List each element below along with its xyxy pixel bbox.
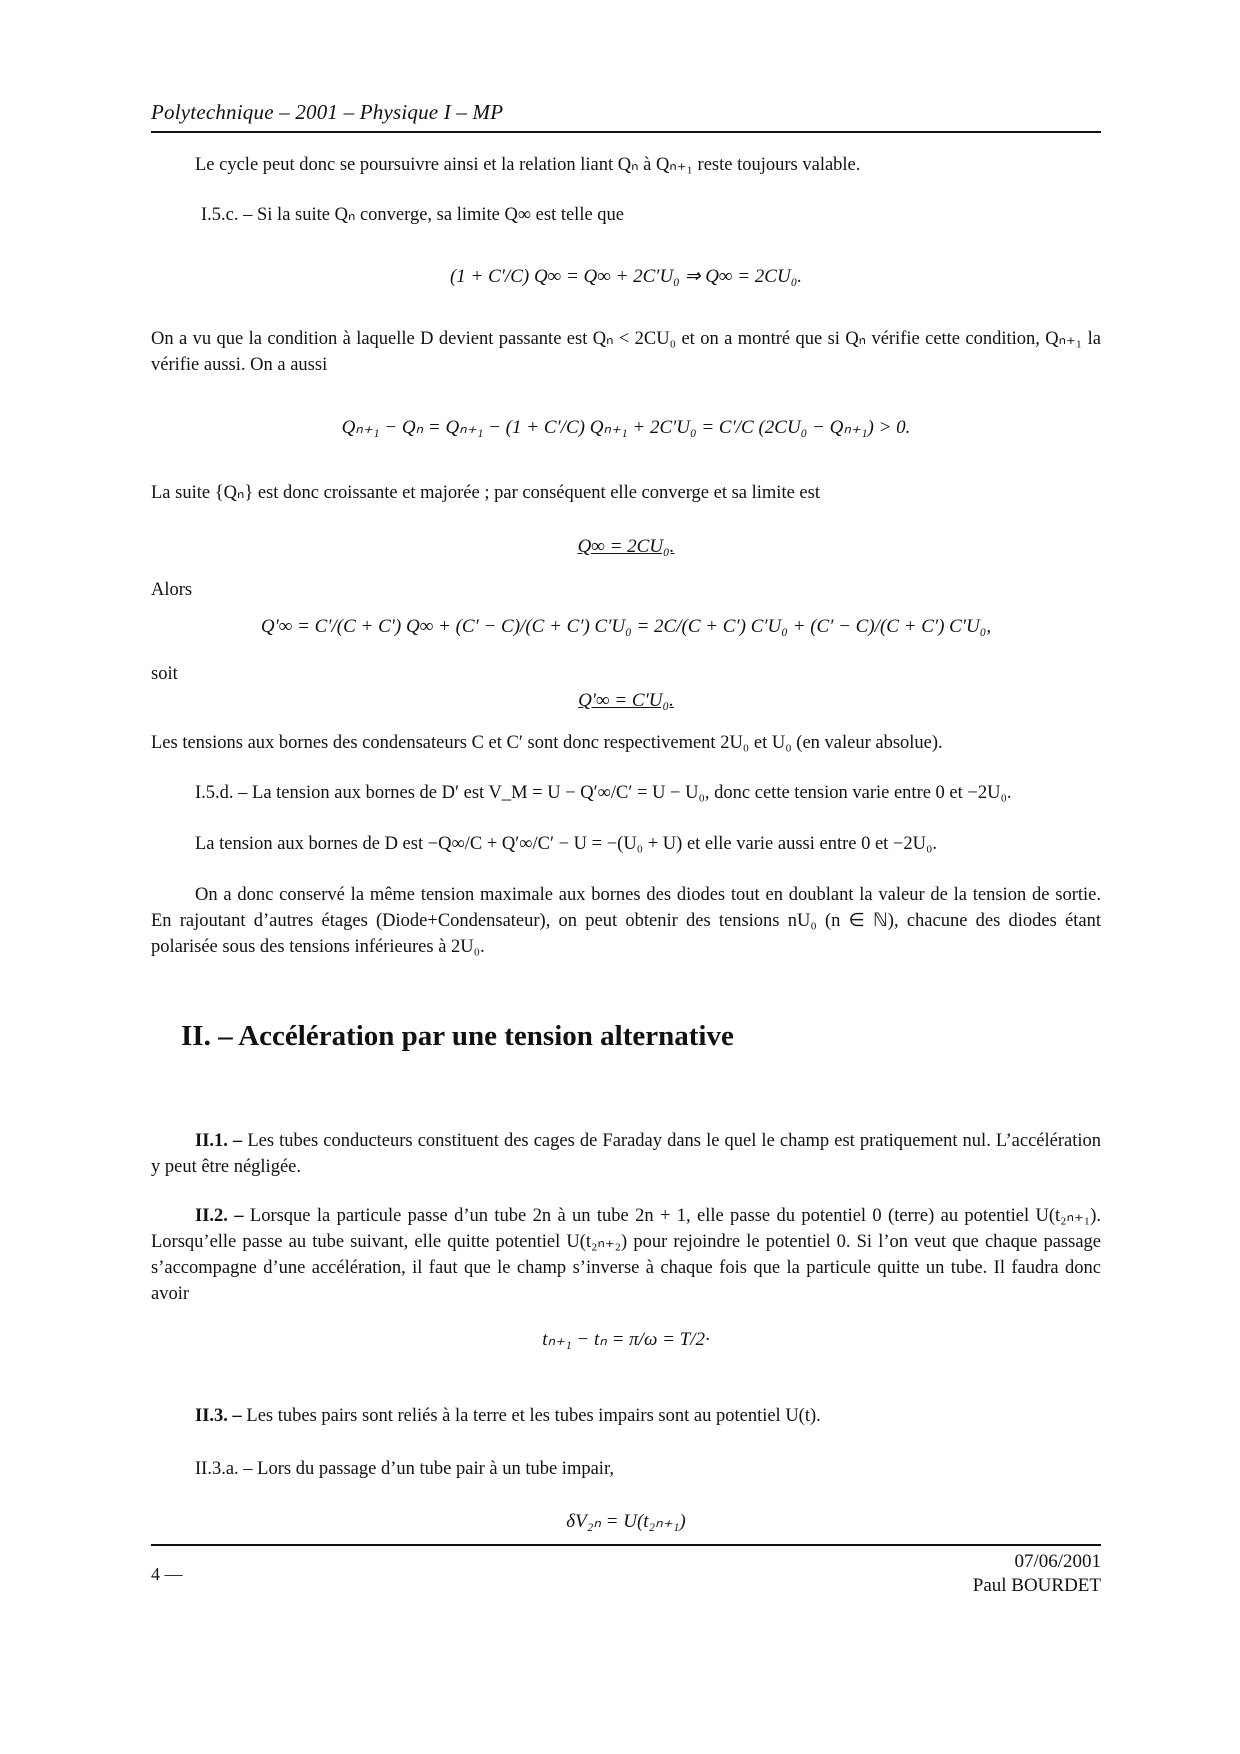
word-alors: Alors (151, 580, 193, 600)
section-title: II. – Accélération par une tension alternative (181, 1020, 734, 1052)
question-text: Les tubes pairs sont reliés à la terre et les tubes impairs sont au potentiel U(t). (246, 1406, 821, 1426)
equation-q-prime: Q′∞ = C′/(C + C′) Q∞ + (C′ − C)/(C + C′) C′U₀ = 2C/(C + C′) C′U₀ + (C′ − C)/(C + C′) C′U₀, (260, 616, 992, 637)
equation-q-prime-result: Q′∞ = C′U₀. (578, 690, 674, 711)
equation-difference: Qₙ₊₁ − Qₙ = Qₙ₊₁ − (1 + C′/C) Qₙ₊₁ + 2C′U₀ = C′/C (2CU₀ − Qₙ₊₁) > 0. (341, 417, 911, 438)
paragraph-i5c: I.5.c. – Si la suite Qₙ converge, sa limite Q∞ est telle que (201, 205, 625, 225)
paragraph-ii3a: II.3.a. – Lors du passage d’un tube pair à un tube impair, (195, 1459, 614, 1479)
footer-author: Paul BOURDET (972, 1575, 1101, 1596)
paragraph-monotone: La suite {Qₙ} est donc croissante et majorée ; par conséquent elle converge et sa limite est (151, 483, 820, 503)
question-label: II.2. – (195, 1206, 244, 1226)
question-text: Les tubes conducteurs constituent des cages de Faraday dans le quel le champ est pratiquement nul. L’accélération y peut être négligée. (151, 1131, 1102, 1177)
equation-q-infinity: Q∞ = 2CU₀. (577, 536, 675, 557)
equation-limit: (1 + C′/C) Q∞ = Q∞ + 2C′U₀ ⇒ Q∞ = 2CU₀. (449, 266, 803, 287)
paragraph-ii1 (151, 1128, 1101, 1180)
footer-info (973, 1550, 1101, 1598)
equation-delta-v: δV₂ₙ = U(t₂ₙ₊₁) (566, 1511, 686, 1532)
paragraph-conclusion: On a donc conservé la même tension maximale aux bornes des diodes tout en doublant la valeur de la tension de sortie. En rajoutant d’autres étages (Diode+Condensateur), on peut obtenir des tensions nU₀ (n ∈ ℕ), chacune des diodes étant polarisée sous des tensions inférieures à 2U₀. (151, 885, 1101, 957)
header-rule (151, 131, 1101, 133)
footer-date: 07/06/2001 (1014, 1551, 1101, 1572)
paragraph-condition: On a vu que la condition à laquelle D devient passante est Qₙ < 2CU₀ et on a montré que si Qₙ vérifie cette condition, Qₙ₊₁ la vérifie aussi. On a aussi (151, 329, 1101, 375)
equation-period: tₙ₊₁ − tₙ = π/ω = T/2· (542, 1329, 710, 1350)
paragraph-i5d: I.5.d. – La tension aux bornes de D′ est V_M = U − Q′∞/C′ = U − U₀, donc cette tension varie entre 0 et −2U₀. (195, 783, 1012, 803)
paragraph-tension-d: La tension aux bornes de D est −Q∞/C + Q′∞/C′ − U = −(U₀ + U) et elle varie aussi entre 0 et −2U₀. (195, 834, 938, 854)
question-text: Lorsque la particule passe d’un tube 2n à un tube 2n + 1, elle passe du potentiel 0 (terre) au potentiel U(t₂ₙ₊₁). Lorsqu’elle passe au tube suivant, elle quitte potentiel U(t₂ₙ₊₂) pour rejoindre le potentiel 0. Si l’on veut que chaque passage s’accompagne d’une accélération, il faut que le champ s’inverse à chaque fois que la particule quitte un tube. Il faudra donc avoir (151, 1206, 1102, 1304)
page-header: Polytechnique – 2001 – Physique I – MP (151, 100, 504, 124)
paragraph-cycle: Le cycle peut donc se poursuivre ainsi et la relation liant Qₙ à Qₙ₊₁ reste toujours valable. (195, 155, 861, 175)
paragraph-tensions: Les tensions aux bornes des condensateurs C et C′ sont donc respectivement 2U₀ et U₀ (en valeur absolue). (151, 733, 943, 753)
page-number: 4 — (151, 1564, 183, 1584)
paragraph-ii3 (151, 1403, 1101, 1429)
question-label: II.1. – (195, 1131, 243, 1151)
word-soit: soit (151, 664, 178, 684)
footer-rule (151, 1544, 1101, 1546)
question-label: II.3. – (195, 1406, 242, 1426)
paragraph-ii2 (151, 1203, 1101, 1307)
